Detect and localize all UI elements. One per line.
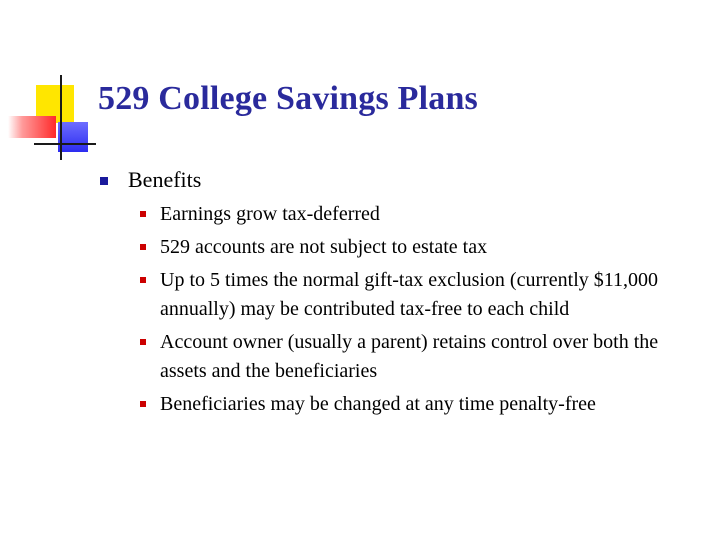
- square-bullet-icon: [140, 339, 146, 345]
- bullet-benefits: [100, 166, 680, 194]
- list-item: [138, 390, 680, 419]
- bullet-label: Benefits: [128, 167, 202, 192]
- sub-bullet-list: [100, 200, 680, 419]
- square-bullet-icon: [140, 277, 146, 283]
- sub-bullet-text: Earnings grow tax-deferred: [160, 203, 380, 225]
- list-item: [138, 233, 680, 262]
- logo-blue-square: [58, 122, 88, 152]
- square-bullet-icon: [140, 401, 146, 407]
- square-bullet-icon: [100, 177, 108, 185]
- sub-bullet-text: Beneficiaries may be changed at any time penalty-free: [160, 393, 596, 415]
- slide-body: [100, 166, 680, 423]
- decorative-logo-icon: [0, 0, 110, 170]
- list-item: [138, 328, 680, 386]
- logo-red-bar: [8, 116, 56, 138]
- slide-title: 529 College Savings Plans: [98, 80, 478, 117]
- sub-bullet-text: 529 accounts are not subject to estate tax: [160, 236, 488, 258]
- list-item: [138, 200, 680, 229]
- sub-bullet-text: Account owner (usually a parent) retains control over both the assets and the beneficiaries: [160, 331, 659, 382]
- logo-horizontal-line: [34, 143, 96, 145]
- sub-bullet-text: Up to 5 times the normal gift-tax exclusion (currently $11,000 annually) may be contributed tax-free to each child: [160, 269, 659, 320]
- square-bullet-icon: [140, 244, 146, 250]
- square-bullet-icon: [140, 211, 146, 217]
- logo-vertical-line: [60, 75, 62, 160]
- list-item: [138, 266, 680, 324]
